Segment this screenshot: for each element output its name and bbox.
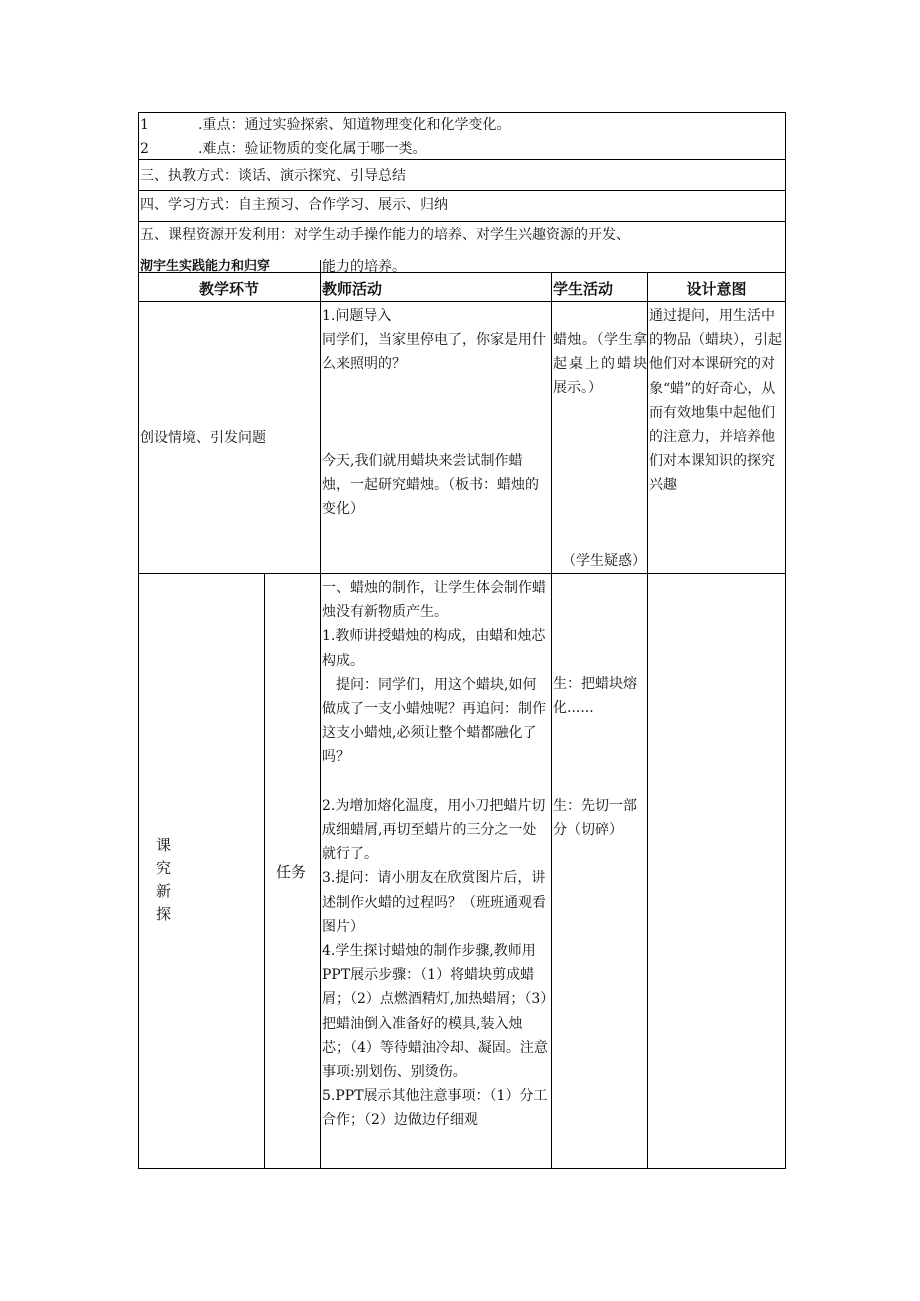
row1-intent bbox=[649, 304, 785, 498]
col-divider-intent bbox=[647, 272, 648, 1169]
row1-teacher-p1: 1.问题导入 bbox=[322, 308, 392, 324]
col-divider-teacher bbox=[320, 272, 321, 1169]
row2-teacher bbox=[322, 576, 550, 1133]
row2-stage-char2: 究 bbox=[156, 859, 172, 877]
row2-teacher-p4: 2.为增加熔化温度，用小刀把蜡片切成细蜡屑,再切至蜡片的三分之一处就行了。 bbox=[322, 797, 546, 863]
row2-student-p2: 生：先切一部分（切碎） bbox=[553, 798, 637, 839]
row1-student-p1: 蜡烛。（学生拿起桌上的蜡块展示。） bbox=[553, 332, 647, 397]
row2-teacher-p3: 提问：同学们，用这个蜡块,如何做成了一支小蜡烛呢？再追问：制作这支小蜡烛,必须让整个蜡都融化了吗？ bbox=[322, 676, 546, 766]
col-divider-sub bbox=[264, 573, 265, 1169]
resource-text-line1: 五、课程资源开发利用：对学生动手操作能力的培养、对学生兴趣资源的开发、 bbox=[140, 227, 630, 243]
header-student: 学生活动 bbox=[553, 280, 614, 298]
row2-teacher-p6: 4.学生探讨蜡烛的制作步骤,教师用PPT展示步骤：（1）将蜡块剪成蜡屑；（2）点燃酒精灯,加热蜡屑；（3）把蜡油倒入准备好的模具,装入烛芯；（4）等待蜡油冷却、凝固。注意事项:别划伤、别烫伤。 bbox=[322, 943, 548, 1081]
row2-sub: 任务 bbox=[276, 863, 307, 881]
row2-teacher-p2: 1.教师讲授蜡烛的构成，由蜡和烛芯构成。 bbox=[322, 628, 546, 669]
resource-text-line2-right: 能力的培养。 bbox=[322, 259, 406, 275]
row2-student-1 bbox=[553, 672, 647, 720]
row1-student-p2: （学生疑惑） bbox=[562, 553, 646, 569]
difficulty-number: 2 bbox=[140, 141, 149, 157]
row1-teacher bbox=[322, 304, 550, 521]
key-point-number: 1 bbox=[140, 117, 149, 133]
row2-stage bbox=[156, 834, 176, 926]
header-stage: 教学环节 bbox=[198, 280, 259, 298]
teaching-method-text: 三、执教方式：谈话、演示探究、引导总结 bbox=[140, 168, 406, 184]
header-teacher: 教师活动 bbox=[322, 280, 383, 298]
difficulty-text: .难点：验证物质的变化属于哪一类。 bbox=[198, 141, 427, 157]
row1-teacher-p3: 今天,我们就用蜡块来尝试制作蜡烛，一起研究蜡烛。（板书：蜡烛的变化） bbox=[322, 452, 539, 518]
learning-method-text: 四、学习方式：自主预习、合作学习、展示、归纳 bbox=[140, 197, 448, 213]
row2-teacher-p5: 3.提问：请小朋友在欣赏图片后，讲述制作火蜡的过程吗？（班班通观看图片） bbox=[322, 870, 546, 935]
col-divider-student bbox=[551, 272, 552, 1169]
row2-stage-char1: 课 bbox=[156, 836, 172, 854]
row2-student-2 bbox=[553, 794, 647, 842]
row1-stage: 创设情境、引发问题 bbox=[140, 430, 266, 446]
row1-bottom bbox=[138, 573, 786, 574]
row1-teacher-p2: 同学们，当家里停电了，你家是用什么来照明的？ bbox=[322, 332, 546, 373]
header-intent: 设计意图 bbox=[686, 280, 747, 298]
row1-intent-text: 通过提问，用生活中的物品（蜡块），引起他们对本课研究的对象“蜡”的好奇心，从而有效地集中起他们的注意力，并培养他们对本课知识的探究兴趣 bbox=[649, 308, 782, 494]
row2-student-p1: 生：把蜡块熔化...... bbox=[553, 676, 637, 717]
key-point-text: .重点：通过实验探索、知道物理变化和化学变化。 bbox=[198, 117, 511, 133]
resource-text-line2-left: 沏宇生实践能力和归穿 bbox=[140, 259, 271, 274]
header-row-bottom bbox=[138, 301, 786, 302]
row2-stage-char4: 探 bbox=[156, 905, 172, 923]
row2-teacher-p1: 一、蜡烛的制作，让学生体会制作蜡烛没有新物质产生。 bbox=[322, 580, 546, 621]
row2-stage-char3: 新 bbox=[156, 882, 172, 900]
row2-teacher-p7: 5.PPT展示其他注意事项：（1）分工合作；（2）边做边仔细观 bbox=[322, 1088, 548, 1129]
row1-student bbox=[553, 328, 647, 401]
